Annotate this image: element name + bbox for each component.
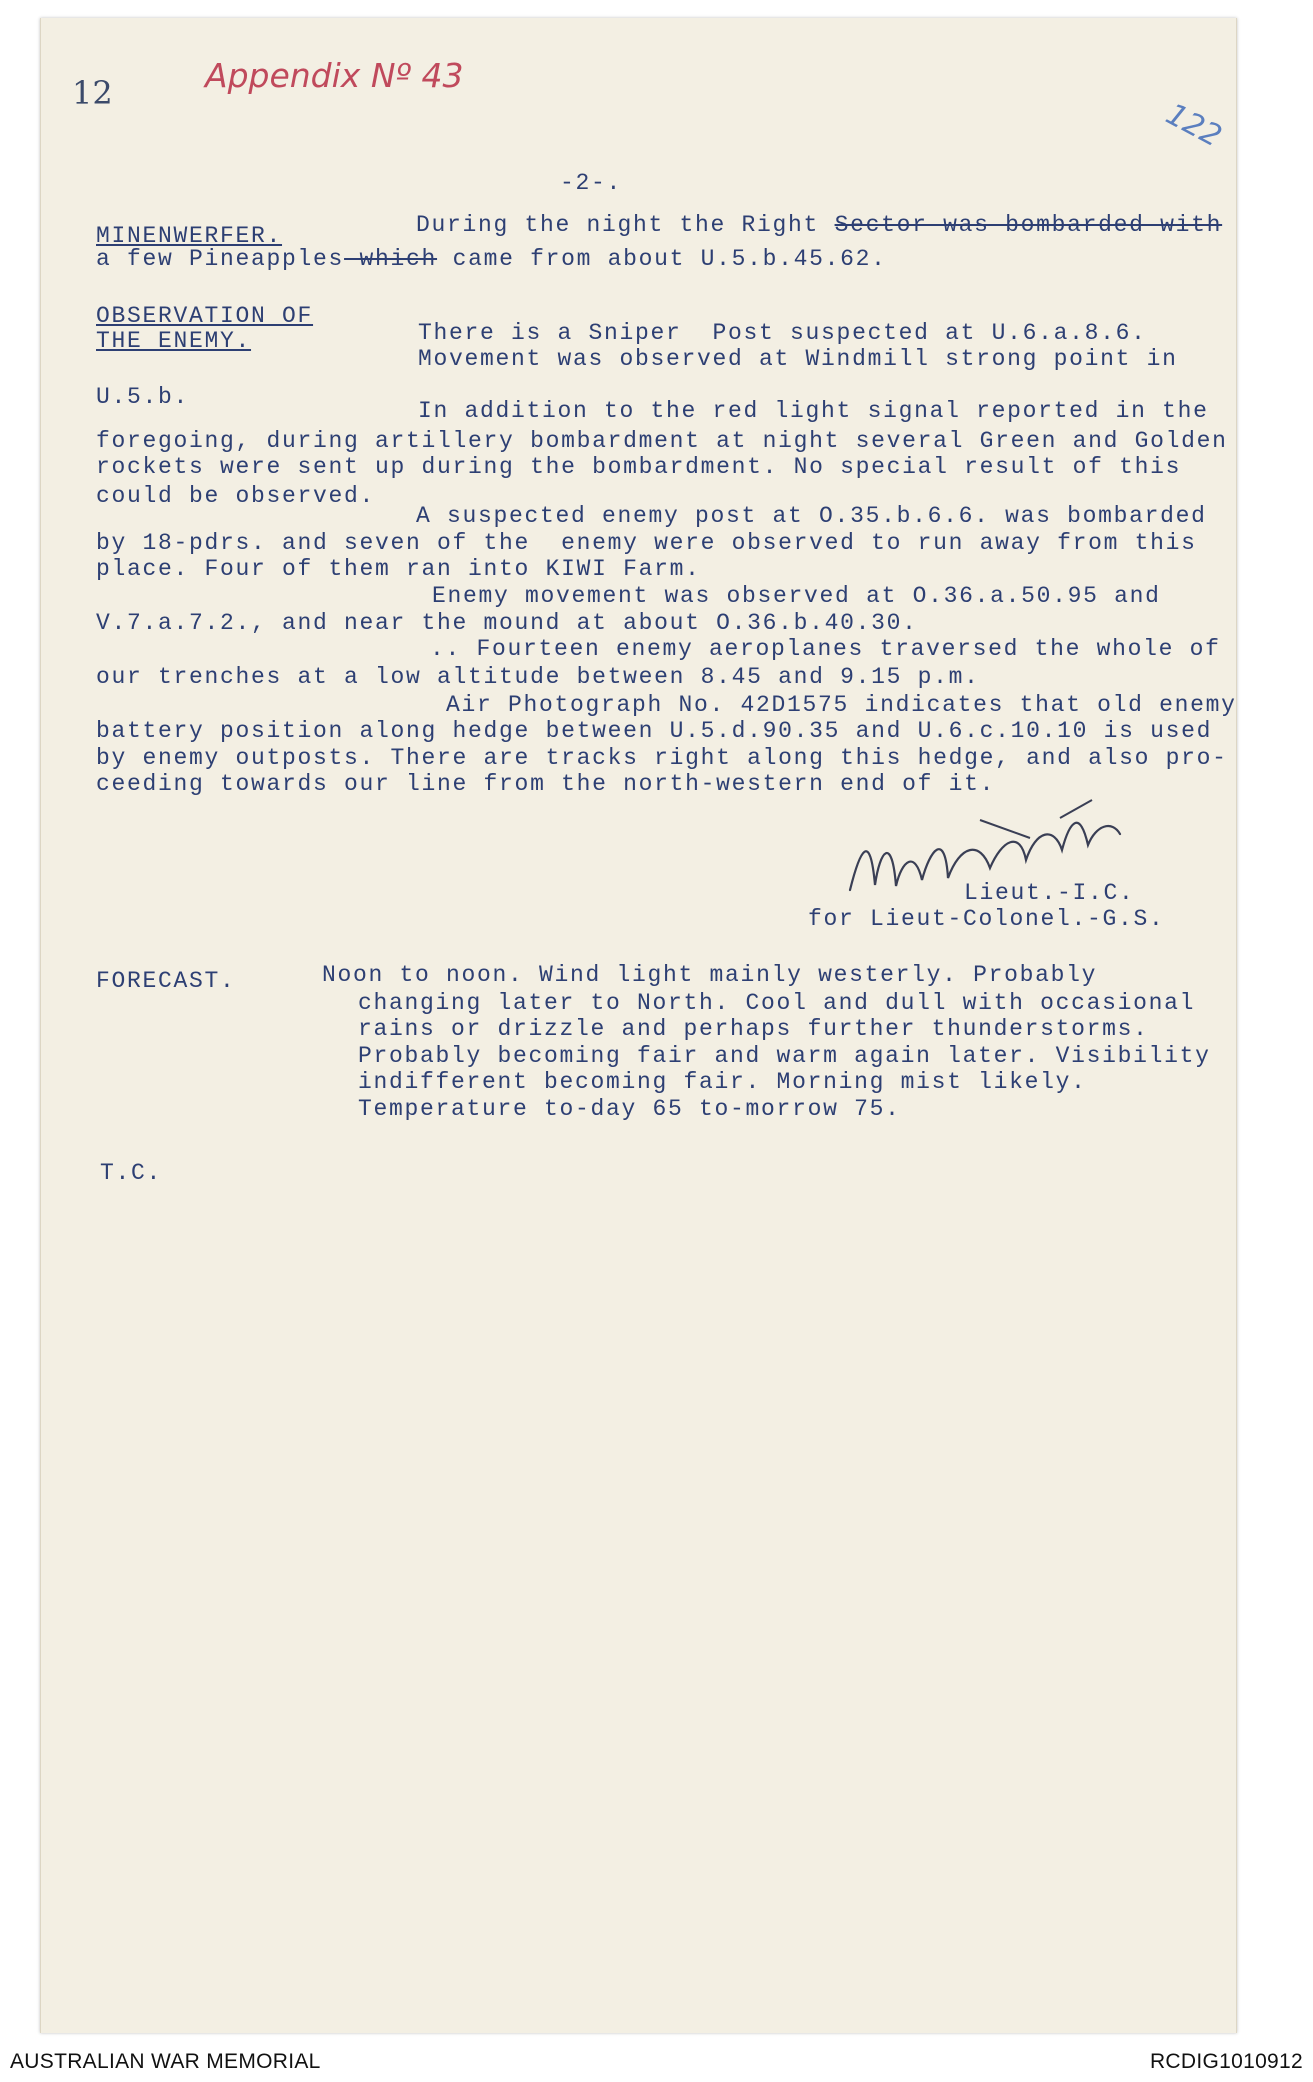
page-marker: -2-. <box>560 170 623 196</box>
minenwerfer-line-2-tail: came from about U.5.b.45.62. <box>437 246 887 272</box>
observation-line: by 18-pdrs. and seven of the enemy were observed to run away from this <box>96 530 1197 556</box>
forecast-line: rains or drizzle and perhaps further thunderstorms. <box>358 1016 1149 1042</box>
observation-line: place. Four of them ran into KIWI Farm. <box>96 556 701 582</box>
observation-line: Movement was observed at Windmill strong point in <box>418 346 1178 372</box>
footer-record-id: RCDIG1010912 <box>1149 2050 1303 2073</box>
minenwerfer-line-1-struck: Sector was bombarded with <box>834 212 1223 238</box>
observation-line: rockets were sent up during the bombardment. No special result of this <box>96 454 1182 480</box>
signature-title: Lieut.-I.C. <box>964 880 1135 906</box>
minenwerfer-line-2-struck: which <box>344 246 438 272</box>
minenwerfer-line-2 <box>96 246 887 272</box>
forecast-line: Noon to noon. Wind light mainly westerly. Probably <box>322 962 1098 988</box>
forecast-heading: FORECAST. <box>96 968 236 994</box>
minenwerfer-heading: MINENWERFER. <box>96 223 283 249</box>
observation-line: There is a Sniper Post suspected at U.6.a.8.6. <box>418 320 1147 346</box>
observation-line: V.7.a.7.2., and near the mound at about O.36.b.40.30. <box>96 610 918 636</box>
minenwerfer-line-1 <box>416 212 1222 238</box>
observation-line: ceeding towards our line from the north-western end of it. <box>96 771 996 797</box>
page-number: 12 <box>72 74 113 112</box>
initials: T.C. <box>100 1160 163 1186</box>
observation-heading-2: THE ENEMY. <box>96 328 252 354</box>
observation-line: Enemy movement was observed at O.36.a.50.95 and <box>432 583 1161 609</box>
forecast-line: Temperature to-day 65 to-morrow 75. <box>358 1096 901 1122</box>
folio-stamp: 122 <box>1160 96 1228 155</box>
observation-line: Air Photograph No. 42D1575 indicates that old enemy <box>446 692 1237 718</box>
observation-line: could be observed. <box>96 483 376 509</box>
observation-line: battery position along hedge between U.5.d.90.35 and U.6.c.10.10 is used <box>96 718 1213 744</box>
minenwerfer-line-2-text: a few Pineapples <box>96 246 345 272</box>
minenwerfer-line-1-text: During the night the Right <box>416 212 835 238</box>
observation-line: by enemy outposts. There are tracks right along this hedge, and also pro- <box>96 745 1228 771</box>
observation-line: our trenches at a low altitude between 8.45 and 9.15 p.m. <box>96 664 980 690</box>
forecast-line: changing later to North. Cool and dull with occasional <box>358 990 1196 1016</box>
signature-for-line: for Lieut-Colonel.-G.S. <box>808 906 1165 932</box>
observation-heading-1: OBSERVATION OF <box>96 303 314 329</box>
observation-line: foregoing, during artillery bombardment at night several Green and Golden <box>96 428 1228 454</box>
observation-line: .. Fourteen enemy aeroplanes traversed the whole of <box>430 636 1221 662</box>
observation-line: U.5.b. <box>96 384 190 410</box>
forecast-line: indifferent becoming fair. Morning mist likely. <box>358 1069 1087 1095</box>
forecast-line: Probably becoming fair and warm again later. Visibility <box>358 1043 1211 1069</box>
footer-institution: AUSTRALIAN WAR MEMORIAL <box>10 2050 321 2073</box>
observation-line: In addition to the red light signal reported in the <box>418 398 1209 424</box>
observation-line: A suspected enemy post at O.35.b.6.6. was bombarded <box>416 503 1207 529</box>
appendix-note: Appendix Nº 43 <box>205 56 464 95</box>
